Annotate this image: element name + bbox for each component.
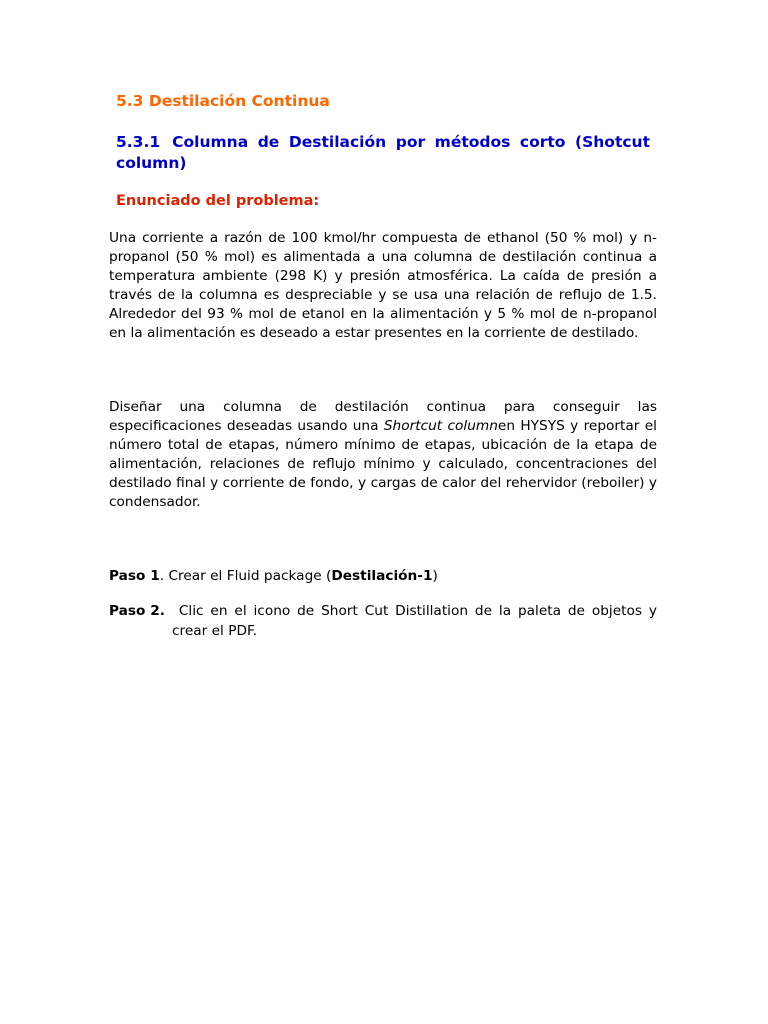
design-task-paragraph xyxy=(109,398,657,512)
problem-heading: Enunciado del problema: xyxy=(116,193,320,209)
subsection-heading xyxy=(116,132,650,174)
step-1-label: Paso 1 xyxy=(109,568,160,584)
step-2 xyxy=(109,601,657,641)
fluid-package-name: Destilación-1 xyxy=(331,568,433,584)
design-task-text-end: en HYSYS y reportar el número total de etapas, número mínimo de etapas, ubicación de la etapa de alimentación, relaciones de reflujo mínimo y calculado, concentraciones del destilado final y corriente de fondo, y cargas de calor del rehervidor (reboiler) y condensador. xyxy=(109,418,657,510)
step-1 xyxy=(109,566,669,586)
step-1-text: . Crear el Fluid package ( xyxy=(159,568,332,584)
section-title: 5.3 Destilación Continua xyxy=(116,92,330,110)
subsection-title: Columna de Destilación por métodos corto (Shotcut column) xyxy=(116,133,650,172)
shortcut-column-term: Shortcut column xyxy=(383,418,498,434)
step-2-text: Clic en el icono de Short Cut Distillation de la paleta de objetos y crear el PDF. xyxy=(172,603,657,639)
problem-statement-paragraph: Una corriente a razón de 100 kmol/hr compuesta de ethanol (50 % mol) y n-propanol (50 % mol) es alimentada a una columna de destilación continua a temperatura ambiente (298 K) y presión atmosférica. La caída de presión a través de la columna es despreciable y se usa una relación de reflujo de 1.5. Alrededor del 93 % mol de etanol en la alimentación y 5 % mol de n-propanol en la alimentación es deseado a estar presentes en la corriente de destilado. xyxy=(109,230,657,341)
step-1-text-end: ) xyxy=(432,568,438,584)
design-task-text-start: Diseñar una columna de destilación continua para conseguir las especificaciones deseadas usando una xyxy=(109,399,657,434)
subsection-number: 5.3.1 xyxy=(116,133,161,151)
step-2-label: Paso 2. xyxy=(109,603,165,619)
